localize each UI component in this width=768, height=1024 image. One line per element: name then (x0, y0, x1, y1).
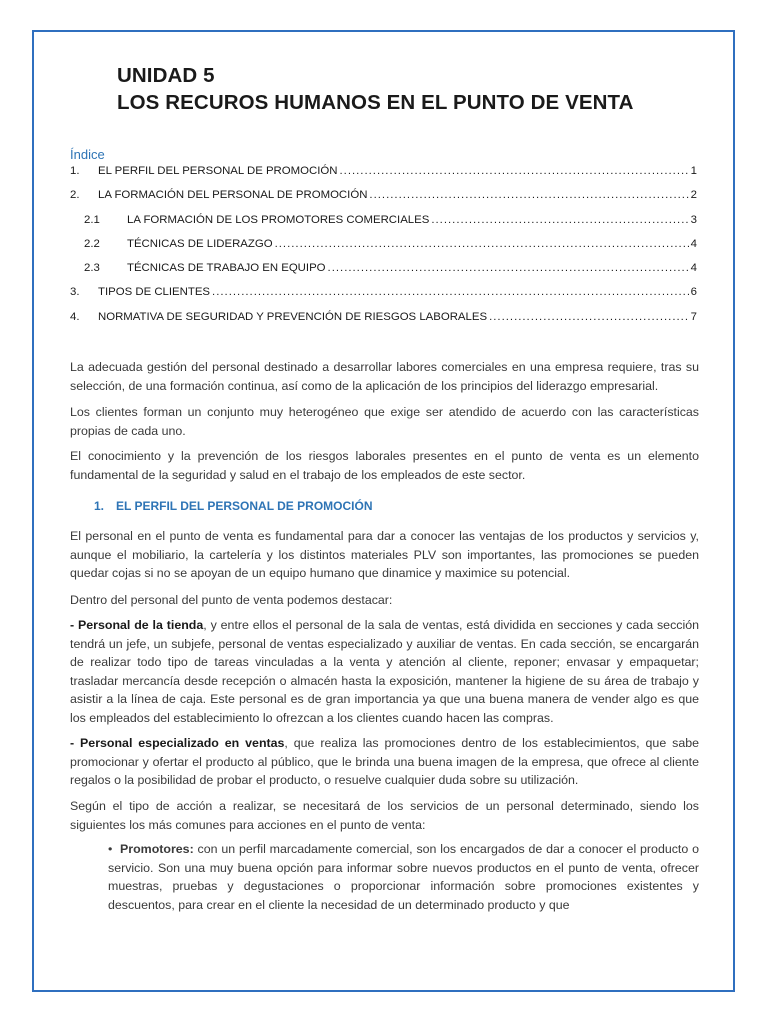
paragraph-text: , y entre ellos el personal de la sala de ventas, está dividida en secciones y cada sección tendrá un jefe, un subjefe, personal de ventas especializado y auxiliar de ventas. En cada sección, se encargarán de realizar todo tipo de tareas vinculadas a la venta y atención al cliente, reponer; envasar y empaquetar; trasladar mercancía desde recepción o almacén hasta la exposición, mantener la higiene de su área de trabajo y asistir a la línea de caja. Este personal es de gran importancia ya que una buena manera de vender algo es que los empleados del establecimiento lo ofrezcan a los clientes cuando hacen las compras. (70, 618, 699, 725)
toc-leader-dots (275, 238, 689, 250)
bullet-icon: • (108, 842, 113, 856)
toc-entry-number: 3. (70, 286, 80, 299)
toc-entry-label: EL PERFIL DEL PERSONAL DE PROMOCIÓN (98, 165, 338, 177)
toc-entry-label: TÉCNICAS DE LIDERAZGO (127, 237, 273, 250)
paragraph-text: con un perfil marcadamente comercial, son los encargados de dar a conocer el producto o servicio. Son una muy buena opción para informar sobre nuevos productos en el punto de venta, ofrecer muestras, pruebas y degustaciones o proporcionar información sobre promociones existentes y descuentos, para crear en el cliente la necesidad de un determinado producto y que (108, 842, 699, 912)
toc-entry[interactable] (70, 311, 697, 335)
toc-entry[interactable] (70, 165, 697, 189)
toc-entry-page: 1 (690, 165, 697, 177)
bold-term: - Personal especializado en ventas (70, 736, 285, 750)
toc-leader-dots (328, 262, 689, 274)
body-paragraph (70, 734, 699, 790)
toc-entry-label: TIPOS DE CLIENTES (98, 286, 211, 299)
body-paragraph: Según el tipo de acción a realizar, se necesitará de los servicios de un personal determinado, siendo los siguientes los más comunes para acciones en el punto de venta: (70, 799, 699, 832)
bullet-item (108, 840, 699, 914)
toc-entry-page: 7 (690, 310, 697, 323)
section-title: EL PERFIL DEL PERSONAL DE PROMOCIÓN (116, 499, 373, 513)
bold-term: Promotores: (120, 842, 194, 856)
title-subject: LOS RECUROS HUMANOS EN EL PUNTO DE VENTA (117, 91, 634, 114)
toc-entry[interactable] (70, 262, 697, 286)
toc-leader-dots (369, 189, 688, 201)
intro-paragraph: El conocimiento y la prevención de los riesgos laborales presentes en el punto de venta es un elemento fundamental de la seguridad y salud en el trabajo de los empleados de este sector. (70, 449, 699, 482)
toc-entry-number: 1. (70, 165, 80, 177)
bold-term: - Personal de la tienda (70, 618, 204, 632)
toc-entry-label: LA FORMACIÓN DE LOS PROMOTORES COMERCIALES (127, 213, 430, 226)
toc-entry-page: 6 (690, 286, 697, 299)
section-heading (94, 499, 372, 513)
body-paragraph (70, 616, 699, 728)
toc-leader-dots (339, 165, 688, 177)
toc-entry[interactable] (70, 286, 697, 310)
toc-entry-page: 4 (690, 237, 697, 250)
toc-entry-page: 2 (690, 189, 697, 202)
toc-leader-dots (212, 286, 689, 298)
toc-entry-number: 2.1 (84, 213, 100, 226)
toc-leader-dots (431, 214, 688, 226)
toc-entry-label: NORMATIVA DE SEGURIDAD Y PREVENCIÓN DE RIESGOS LABORALES (98, 310, 488, 323)
toc-heading: Índice (70, 147, 105, 162)
toc-entry[interactable] (70, 238, 697, 262)
intro-paragraph: Los clientes forman un conjunto muy heterogéneo que exige ser atendido de acuerdo con las características propias de cada uno. (70, 405, 699, 438)
toc-entry[interactable] (70, 214, 697, 238)
toc-entry-number: 2.2 (84, 237, 100, 250)
toc-entry-number: 2.3 (84, 262, 100, 275)
title-unit: UNIDAD 5 (117, 64, 215, 87)
toc-entry-number: 2. (70, 189, 80, 202)
toc-entry-label: TÉCNICAS DE TRABAJO EN EQUIPO (127, 262, 326, 275)
toc-entry-number: 4. (70, 310, 80, 323)
toc-entry-page: 4 (690, 262, 697, 275)
document-title (117, 62, 634, 116)
intro-paragraph: La adecuada gestión del personal destinado a desarrollar labores comerciales en una empresa requiere, tras su selección, de una formación continua, así como de la aplicación de los principios del liderazgo empresarial. (70, 360, 699, 393)
section-number: 1. (94, 499, 105, 513)
body-paragraph: El personal en el punto de venta es fundamental para dar a conocer las ventajas de los productos y servicios y, aunque el mobiliario, la cartelería y los distintos materiales PLV son importantes, las promociones se pueden quedar cojas si no se apoyan de un equipo humano que dinamice y maximice su potencial. (70, 529, 699, 581)
toc-entry-label: LA FORMACIÓN DEL PERSONAL DE PROMOCIÓN (98, 189, 368, 202)
toc-entry-page: 3 (690, 213, 697, 226)
toc-entry[interactable] (70, 189, 697, 213)
table-of-contents (70, 165, 697, 335)
paragraph-text: , que realiza las promociones dentro de los establecimientos, que sabe promocionar y ofertar el producto al público, que le brinda una buena imagen de la empresa, que ofrece al cliente regalos o la posibilidad de probar el producto, o resuelve cualquier duda sobre su utilización. (70, 736, 699, 788)
toc-leader-dots (489, 311, 689, 323)
body-paragraph: Dentro del personal del punto de venta podemos destacar: (70, 593, 393, 607)
